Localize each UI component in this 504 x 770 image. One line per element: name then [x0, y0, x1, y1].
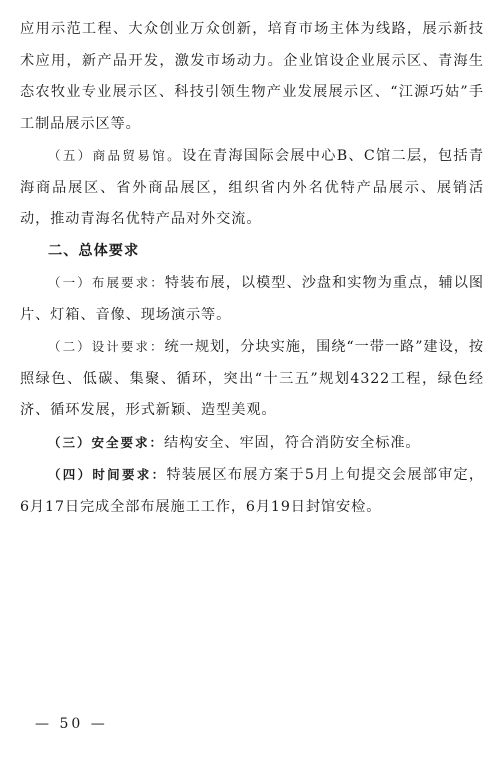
layout-requirements-text: 特装布展，以模型、沙盘和实物为重点，辅以图片、灯箱、音像、现场演示等。 — [20, 275, 484, 323]
safety-requirements-label: （三）安全要求： — [48, 434, 165, 450]
paragraph-time-requirements — [20, 459, 484, 523]
time-requirements-text: 特装展区布展方案于5月上旬提交会展部审定，6月17日完成全部布展施工工作，6月19日封馆安检。 — [20, 467, 484, 515]
page-number: — 50 — — [35, 716, 108, 732]
paragraph-continuation: 应用示范工程、大众创业万众创新，培育市场主体为线路，展示新技术应用，新产品开发，激发市场动力。企业馆设企业展示区、青海生态农牧业专业展示区、科技引领生物产业发展展示区、“江源巧姑”手工制品展示区等。 — [20, 21, 484, 132]
design-requirements-text: 统一规划，分块实施，围绕“一带一路”建设，按照绿色、低碳、集聚、循环，突出“十三五”规划4322工程，绿色经济、循环发展，形式新颖、造型美观。 — [20, 339, 484, 418]
paragraph-layout-requirements — [20, 267, 484, 331]
section-heading-general-requirements: 二、总体要求 — [48, 242, 140, 259]
hall-5-label: （五）商品贸易馆。 — [48, 148, 182, 163]
time-requirements-label: （四）时间要求： — [48, 467, 167, 482]
document-body — [20, 14, 484, 523]
paragraph-design-requirements — [20, 331, 484, 427]
design-requirements-label: （二）设计要求： — [48, 339, 165, 354]
paragraph-safety-requirements — [20, 427, 484, 460]
paragraph-hall-5 — [20, 140, 484, 236]
safety-requirements-text: 结构安全、牢固，符合消防安全标准。 — [164, 434, 421, 451]
hall-5-text: 设在青海国际会展中心B、C馆二层，包括青海商品展区、省外商品展区，组织省内外名优特产品展示、展销活动，推动青海名优特产品对外交流。 — [20, 148, 484, 227]
layout-requirements-label: （一）布展要求： — [48, 275, 165, 290]
